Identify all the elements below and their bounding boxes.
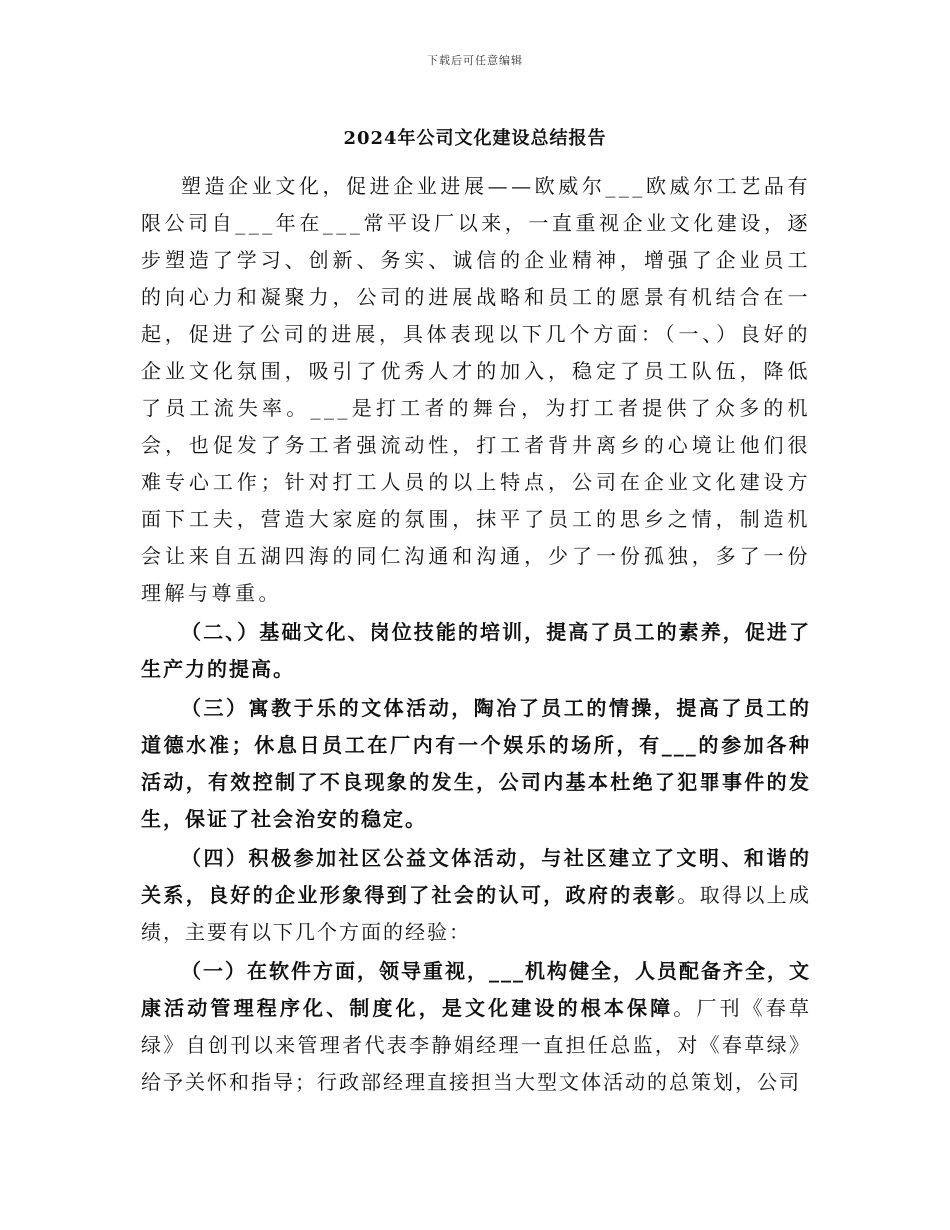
header-note: 下载后可任意编辑 bbox=[427, 54, 523, 67]
paragraph-section-three: （三）寓教于乐的文体活动，陶冶了员工的情操，提高了员工的道德水准；休息日员工在厂内有一个娱乐的场所，有___的参加各种活动，有效控制了不良现象的发生，公司内基本杜绝了犯罪事件的发生，保证了社会治安的稳定。 bbox=[141, 696, 811, 831]
paragraph-experience-one bbox=[141, 953, 811, 1101]
paragraph-intro: 塑造企业文化，促进企业进展——欧威尔___欧威尔工艺品有限公司自___年在___常平设厂以来，一直重视企业文化建设，逐步塑造了学习、创新、务实、诚信的企业精神，增强了企业员工的向心力和凝聚力，公司的进展战略和员工的愿景有机结合在一起，促进了公司的进展，具体表现以下几个方面：（一、）良好的企业文化氛围，吸引了优秀人才的加入，稳定了员工队伍，降低了员工流失率。___是打工者的舞台，为打工者提供了众多的机会，也促发了务工者强流动性，打工者背井离乡的心境让他们很难专心工作；针对打工人员的以上特点，公司在企业文化建设方面下工夫，营造大家庭的氛围，抹平了员工的思乡之情，制造机会让来自五湖四海的同仁沟通和沟通，少了一份孤独，多了一份理解与尊重。 bbox=[141, 174, 811, 605]
paragraph-section-four-heading: （四）积极参加社区公益文体活动，与社区建立了文明、和谐的关系，良好的企业形象得到了社会的认可，政府的表彰 bbox=[141, 846, 811, 907]
document-body bbox=[141, 168, 811, 1101]
paragraph-section-four bbox=[141, 840, 811, 951]
paragraph-experience-one-text: 。厂刊《春草绿》自创刊以来管理者代表李静娟经理一直担任总监，对《春草绿》给予关怀和指导；行政部经理直接担当大型文体活动的总策划，公司 bbox=[141, 996, 812, 1094]
paragraph-section-four-text: 。取得以上成绩，主要有以下几个方面的经验： bbox=[141, 883, 812, 944]
paragraph-section-two: （二、）基础文化、岗位技能的培训，提高了员工的素养，促进了生产力的提高。 bbox=[141, 620, 811, 681]
document-title: 2024年公司文化建设总结报告 bbox=[343, 128, 607, 149]
paragraph-experience-one-heading: （一）在软件方面，领导重视，___机构健全，人员配备齐全，文康活动管理程序化、制度化，是文化建设的根本保障 bbox=[141, 959, 811, 1020]
